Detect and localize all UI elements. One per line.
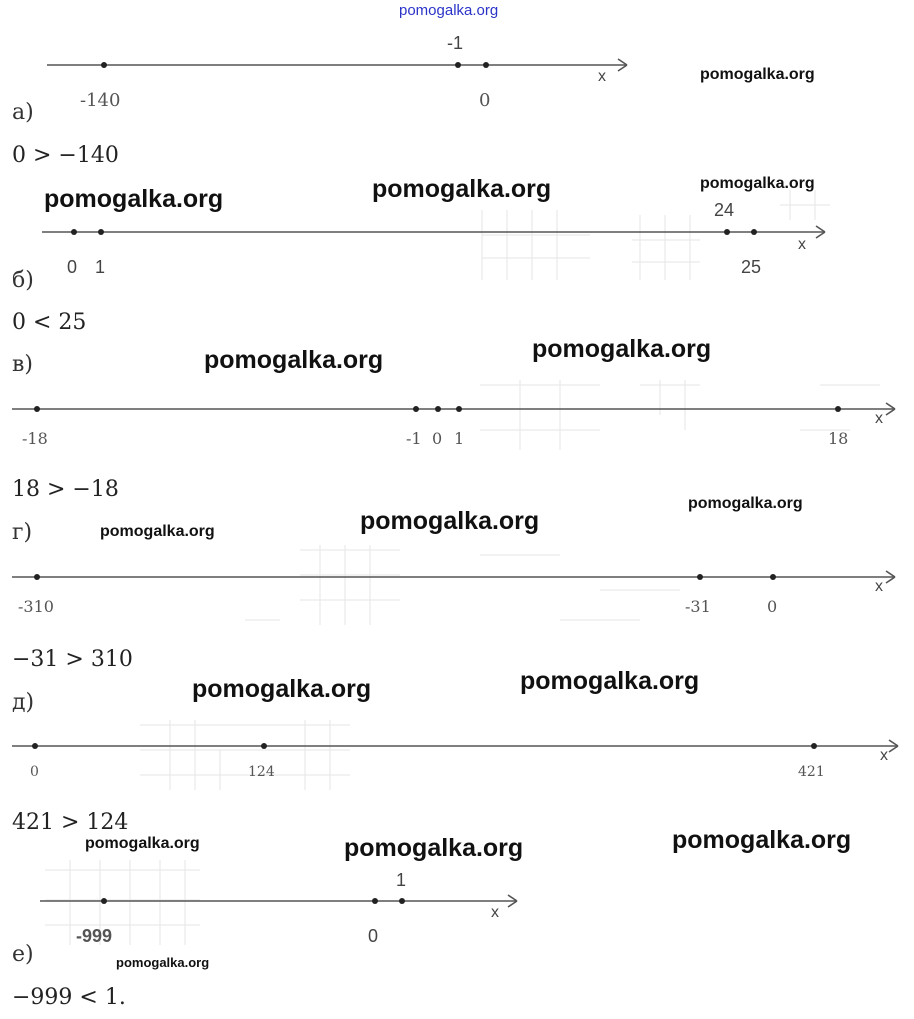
tick-label: 0 [432, 429, 443, 448]
tick-label: -1 [447, 33, 464, 53]
problem-label-b: б) [12, 268, 34, 293]
tick-label: 1 [454, 429, 465, 448]
number-line-a [47, 59, 627, 71]
problem-label-a: а) [12, 100, 34, 125]
axis-label: x [598, 68, 606, 85]
tick-label: 18 [828, 429, 849, 448]
axis-label: x [491, 904, 499, 921]
watermark: pomogalka.org [344, 834, 524, 862]
number-line-v [12, 403, 895, 415]
inequality-b: 0 < 25 [12, 310, 87, 335]
number-line-b [42, 226, 825, 238]
inequality-d: 421 > 124 [12, 810, 129, 835]
tick-label: 0 [479, 90, 491, 111]
watermark: pomogalka.org [520, 667, 700, 695]
watermark: pomogalka.org [372, 175, 552, 203]
watermark-top[interactable]: pomogalka.org [399, 2, 499, 19]
tick-label: 25 [741, 257, 762, 277]
watermark: pomogalka.org [700, 66, 815, 83]
problem-label-e: е) [12, 942, 34, 967]
tick-label: -140 [80, 90, 121, 111]
tick-label: -18 [22, 429, 48, 448]
number-line-e [40, 895, 517, 907]
watermark: pomogalka.org [672, 826, 852, 854]
problem-label-v: в) [12, 352, 33, 377]
watermark: pomogalka.org [360, 507, 540, 535]
watermark: pomogalka.org [100, 523, 215, 540]
axis-label: x [880, 747, 888, 764]
point-neg140 [101, 62, 107, 68]
tick-label: 24 [714, 200, 735, 220]
watermark: pomogalka.org [700, 175, 815, 192]
inequality-a: 0 > −140 [12, 143, 119, 168]
watermark: pomogalka.org [116, 955, 210, 970]
axis-label: x [875, 578, 883, 595]
tick-label: 1 [396, 870, 407, 890]
tick-label: -1 [406, 429, 422, 448]
number-line-g [12, 571, 895, 583]
point-0 [483, 62, 489, 68]
problem-label-d: д) [12, 690, 35, 715]
tick-label: 124 [248, 764, 275, 780]
watermark: pomogalka.org [688, 495, 803, 512]
tick-label: 0 [30, 764, 39, 780]
problem-label-g: г) [12, 520, 33, 545]
axis-label: x [798, 236, 806, 253]
tick-label: 421 [798, 764, 825, 780]
tick-label: 0 [67, 257, 78, 277]
tick-label: -310 [18, 597, 54, 616]
watermark: pomogalka.org [85, 835, 200, 852]
watermark: pomogalka.org [532, 335, 712, 363]
inequality-e: −999 < 1. [12, 985, 126, 1010]
axis-label: x [875, 410, 883, 427]
inequality-v: 18 > −18 [12, 477, 119, 502]
tick-label: 0 [767, 597, 778, 616]
tick-label: 0 [368, 926, 379, 946]
watermark: pomogalka.org [192, 675, 372, 703]
tick-label: -999 [76, 926, 113, 946]
inequality-g: −31 > 310 [12, 647, 133, 672]
point-neg1 [455, 62, 461, 68]
tick-label: -31 [685, 597, 711, 616]
watermark: pomogalka.org [204, 346, 384, 374]
tick-label: 1 [95, 257, 106, 277]
watermark: pomogalka.org [44, 185, 224, 213]
